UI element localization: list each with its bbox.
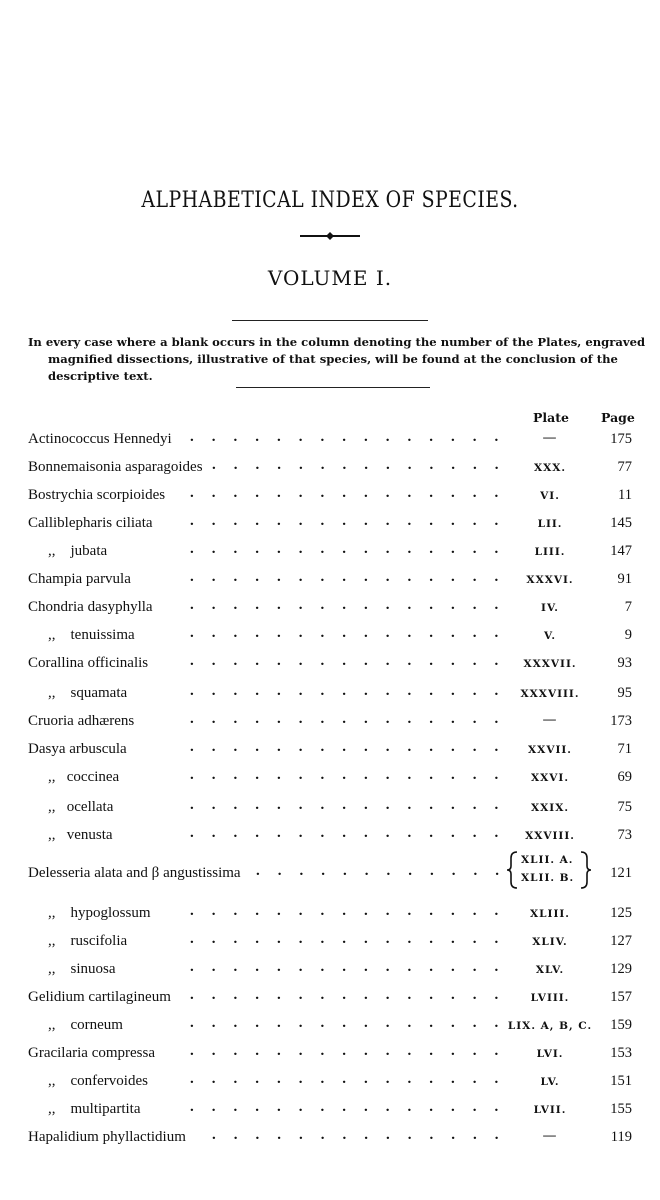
plate-number: LII. bbox=[537, 518, 563, 530]
plate-number-bottom: XLII. B. bbox=[521, 872, 575, 884]
leader-dots: ............... bbox=[190, 653, 517, 669]
page-number: 129 bbox=[610, 961, 632, 977]
page-number: 157 bbox=[610, 989, 632, 1005]
index-entry bbox=[0, 741, 660, 761]
page-number: 159 bbox=[610, 1017, 632, 1033]
page-number: 11 bbox=[618, 487, 632, 503]
volume-heading: VOLUME I. bbox=[267, 266, 393, 290]
species-name: ,, multipartita bbox=[48, 1101, 141, 1117]
leader-dots: .............. bbox=[212, 1127, 517, 1143]
leader-dots: ............... bbox=[190, 711, 517, 727]
species-name: Hapalidium phyllactidium bbox=[28, 1129, 186, 1145]
leader-dots: ............... bbox=[190, 1015, 517, 1031]
page-number: 7 bbox=[624, 599, 632, 615]
plate-number: XXX. bbox=[533, 462, 567, 474]
leader-dots: ............... bbox=[190, 797, 517, 813]
species-name: Gracilaria compressa bbox=[28, 1045, 156, 1061]
plate-number: LVII. bbox=[533, 1104, 567, 1116]
index-entry bbox=[0, 961, 660, 981]
species-name: ,, tenuissima bbox=[48, 627, 135, 643]
page-number: 91 bbox=[617, 571, 632, 587]
index-entry bbox=[0, 431, 660, 451]
species-name: Bonnemaisonia asparagoides bbox=[28, 459, 203, 475]
leader-dots: ............... bbox=[190, 569, 517, 585]
species-name: Chondria dasyphylla bbox=[28, 599, 153, 615]
page-number: 147 bbox=[610, 543, 632, 559]
page-number: 69 bbox=[617, 769, 632, 785]
species-name: Dasya arbuscula bbox=[28, 741, 127, 757]
leader-dots: ............... bbox=[190, 959, 517, 975]
leader-dots: ............... bbox=[190, 903, 517, 919]
page-number: 119 bbox=[610, 1129, 632, 1145]
page-number: 173 bbox=[610, 713, 632, 729]
species-name: ,, corneum bbox=[48, 1017, 123, 1033]
page-number: 145 bbox=[610, 515, 632, 531]
species-name: Actinococcus Hennedyi bbox=[28, 431, 172, 447]
species-name: Delesseria alata and β angustissima bbox=[28, 865, 241, 881]
leader-dots: ............... bbox=[190, 541, 517, 557]
index-entry bbox=[0, 655, 660, 675]
species-name: ,, jubata bbox=[48, 543, 108, 559]
plate-number: LIII. bbox=[534, 546, 566, 558]
plate-brace-group bbox=[505, 848, 595, 892]
species-name: ,, confervoides bbox=[48, 1073, 148, 1089]
species-name: ,, hypoglossum bbox=[48, 905, 151, 921]
leader-dots: ............... bbox=[190, 1099, 517, 1115]
plate-number: V. bbox=[544, 630, 556, 642]
species-name: Bostrychia scorpioides bbox=[28, 487, 166, 503]
explanatory-note: In every case where a blank occurs in the column denoting the number of the Plates, engraved magnified dissections, illustrative of that species, will be found at the conclusion of the descriptive text. bbox=[28, 335, 646, 383]
page-number: 153 bbox=[610, 1045, 632, 1061]
page-number: 125 bbox=[610, 905, 632, 921]
leader-dots: ............... bbox=[190, 513, 517, 529]
species-name: ,, venusta bbox=[48, 827, 113, 843]
plate-number-top: XLII. A. bbox=[521, 854, 574, 866]
plate-number: XXXVI. bbox=[526, 574, 574, 586]
index-entry bbox=[0, 769, 660, 789]
index-entry bbox=[0, 627, 660, 647]
ornament-rule bbox=[300, 231, 360, 241]
index-entry bbox=[0, 827, 660, 847]
plate-number: XLIII. bbox=[530, 908, 570, 920]
leader-dots: ............ bbox=[256, 863, 517, 879]
species-name: ,, sinuosa bbox=[48, 961, 116, 977]
plate-number: LIX. A, B, C. bbox=[507, 1020, 593, 1032]
plate-number: XXVII. bbox=[528, 744, 572, 756]
species-name: Cruoria adhærens bbox=[28, 713, 135, 729]
plate-number: IV. bbox=[541, 602, 559, 614]
index-entry bbox=[0, 543, 660, 563]
page-number: 73 bbox=[617, 827, 632, 843]
plate-number: — bbox=[542, 430, 558, 446]
species-name: ,, coccinea bbox=[48, 769, 120, 785]
plate-number: VI. bbox=[540, 490, 560, 502]
index-entry bbox=[0, 685, 660, 705]
plate-number: XXIX. bbox=[530, 802, 569, 814]
divider-top bbox=[232, 320, 428, 321]
page-number: 95 bbox=[617, 685, 632, 701]
index-entry bbox=[0, 571, 660, 591]
plate-number: LVI. bbox=[536, 1048, 564, 1060]
leader-dots: ............... bbox=[190, 597, 517, 613]
page-number: 151 bbox=[610, 1073, 632, 1089]
page-number: 77 bbox=[617, 459, 632, 475]
plate-number: XXXVII. bbox=[523, 658, 577, 670]
species-name: Champia parvula bbox=[28, 571, 131, 587]
page-number: 155 bbox=[610, 1101, 632, 1117]
page-number: 127 bbox=[610, 933, 632, 949]
page-title: ALPHABETICAL INDEX OF SPECIES. bbox=[141, 188, 519, 213]
species-name: ,, squamata bbox=[48, 685, 128, 701]
page-number: 93 bbox=[617, 655, 632, 671]
page-number: 71 bbox=[617, 741, 632, 757]
species-name: ,, ocellata bbox=[48, 799, 114, 815]
plate-number: XXVIII. bbox=[525, 830, 575, 842]
species-name: ,, ruscifolia bbox=[48, 933, 128, 949]
index-entry bbox=[0, 487, 660, 507]
page-number: 9 bbox=[624, 627, 632, 643]
leader-dots: ............... bbox=[190, 825, 517, 841]
index-entry bbox=[0, 1045, 660, 1065]
index-entry bbox=[0, 1073, 660, 1093]
leader-dots: ............... bbox=[190, 485, 517, 501]
page-number: 121 bbox=[610, 865, 632, 881]
index-entry bbox=[0, 933, 660, 953]
species-name: Corallina officinalis bbox=[28, 655, 149, 671]
leader-dots: ............... bbox=[190, 739, 517, 755]
index-entry bbox=[0, 1101, 660, 1121]
leader-dots: ............... bbox=[190, 429, 517, 445]
species-name: Gelidium cartilagineum bbox=[28, 989, 171, 1005]
plate-number: XXXVIII. bbox=[520, 688, 580, 700]
leader-dots: ............... bbox=[190, 683, 517, 699]
divider-bottom bbox=[236, 387, 430, 388]
page-number: 175 bbox=[610, 431, 632, 447]
index-entry bbox=[0, 459, 660, 479]
leader-dots: ............... bbox=[190, 767, 517, 783]
species-name: Calliblepharis ciliata bbox=[28, 515, 153, 531]
page-number: 75 bbox=[617, 799, 632, 815]
leader-dots: ............... bbox=[190, 1071, 517, 1087]
leader-dots: .............. bbox=[212, 457, 517, 473]
index-entry bbox=[0, 1129, 660, 1149]
leader-dots: ............... bbox=[190, 1043, 517, 1059]
page-column-header: Page bbox=[601, 410, 635, 425]
leader-dots: ............... bbox=[190, 931, 517, 947]
index-entry bbox=[0, 599, 660, 619]
index-entry bbox=[0, 905, 660, 925]
plate-column-header: Plate bbox=[533, 410, 569, 425]
plate-number: LV. bbox=[540, 1076, 560, 1088]
plate-number: XLV. bbox=[535, 964, 565, 976]
plate-number: — bbox=[542, 1128, 558, 1144]
leader-dots: ............... bbox=[190, 625, 517, 641]
plate-number: — bbox=[542, 712, 558, 728]
index-entry bbox=[0, 1017, 660, 1037]
index-entry bbox=[0, 989, 660, 1009]
index-entry bbox=[0, 713, 660, 733]
plate-number: XLIV. bbox=[532, 936, 568, 948]
plate-number: LVIII. bbox=[530, 992, 570, 1004]
index-entry bbox=[0, 799, 660, 819]
plate-number: XXVI. bbox=[530, 772, 569, 784]
index-entry bbox=[0, 515, 660, 535]
leader-dots: ............... bbox=[190, 987, 517, 1003]
